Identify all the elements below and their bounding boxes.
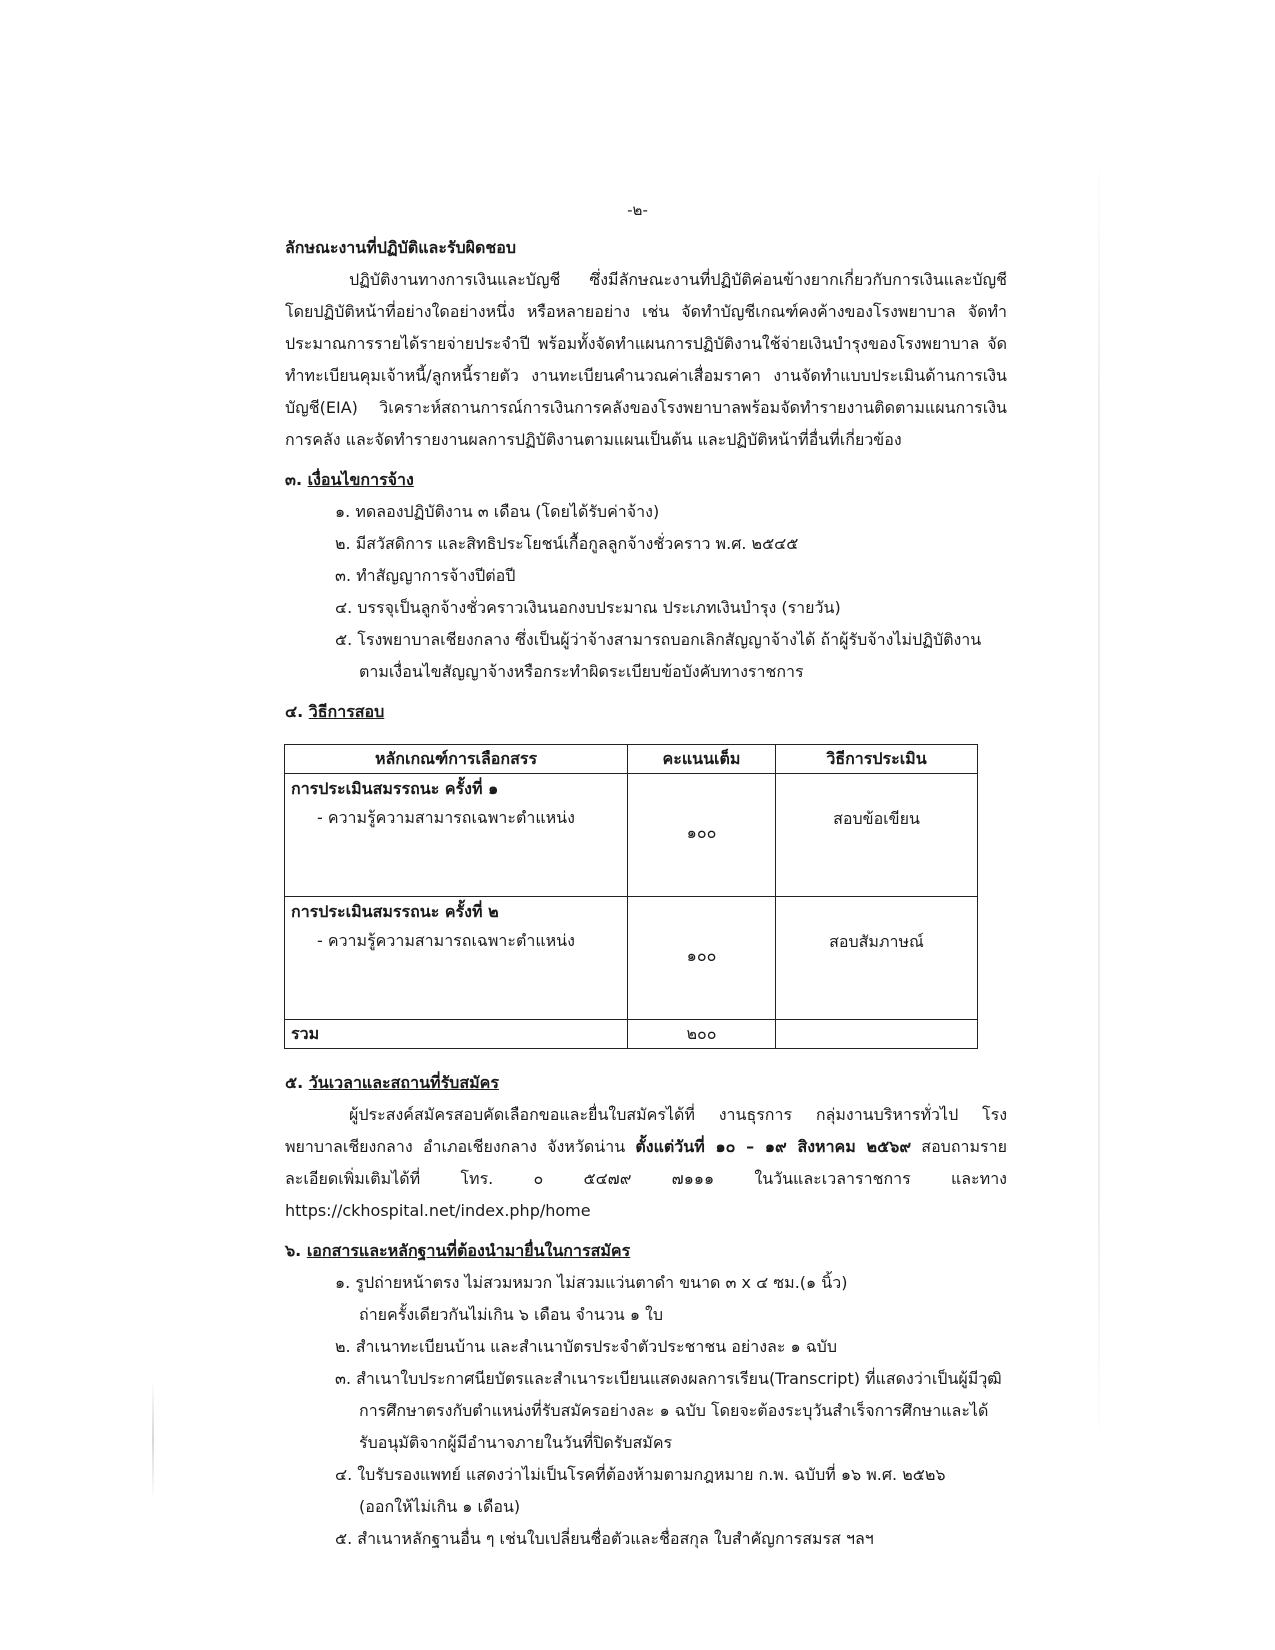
item-continuation: ตามเงื่อนไขสัญญาจ้างหรือกระทำผิดระเบียบข้อบังคับทางราชการ	[359, 662, 804, 681]
item-text: รูปถ่ายหน้าตรง ไม่สวมหมวก ไม่สวมแว่นตาดำ ขนาด ๓ x ๔ ซม.(๑ นิ้ว)	[355, 1273, 848, 1292]
item-continuation: ถ่ายครั้งเดียวกันไม่เกิน ๖ เดือน จำนวน ๑ ใบ	[359, 1305, 664, 1324]
table-row	[285, 897, 978, 1020]
application-text: ผู้ประสงค์สมัครสอบคัดเลือกขอและยื่นใบสมัครได้ที่ งานธุรการ กลุ่มงานบริหารทั่วไป โรงพยาบาลเชียงกลาง อำเภอเชียงกลาง จังหวัดน่าน	[285, 1105, 1007, 1156]
item-number: ๓.	[335, 1369, 352, 1388]
scan-edge-right	[1098, 150, 1100, 1450]
item-number: ๔.	[335, 598, 353, 617]
item-number: ๕.	[335, 1529, 353, 1548]
criteria-title: การประเมินสมรรถนะ ครั้งที่ ๑	[291, 779, 499, 798]
exam-criteria-table	[284, 744, 978, 1049]
exam-title: วิธีการสอบ	[308, 702, 385, 721]
list-item	[335, 560, 1007, 592]
application-section	[285, 1067, 1007, 1227]
documents-list	[285, 1267, 1007, 1555]
item-text: ทดลองปฏิบัติงาน ๓ เดือน (โดยได้รับค่าจ้าง)	[355, 502, 660, 521]
duties-body: ปฏิบัติงานทางการเงินและบัญชี ซึ่งมีลักษณะงานที่ปฏิบัติค่อนข้างยากเกี่ยวกับการเงินและบัญชี โดยปฏิบัติหน้าที่อย่างใดอย่างหนึ่ง หรือหลายอย่าง เช่น จัดทำบัญชีเกณฑ์คงค้างของโรงพยาบาล จัดทำประมาณการรายได้รายจ่ายประจำปี พร้อมทั้งจัดทำแผนการปฏิบัติงานใช้จ่ายเงินบำรุงของโรงพยาบาล จัดทำทะเบียนคุมเจ้าหนี้/ลูกหนี้รายตัว งานทะเบียนคำนวณค่าเสื่อมราคา งานจัดทำแบบประเมินด้านการเงินบัญชี(EIA) วิเคราะห์สถานการณ์การเงินการคลังของโรงพยาบาลพร้อมจัดทำรายงานติดตามแผนการเงินการคลัง และจัดทำรายงานผลการปฏิบัติงานตามแผนเป็นต้น และปฏิบัติหน้าที่อื่นที่เกี่ยวข้อง	[285, 270, 1007, 449]
conditions-title: เงื่อนไขการจ้าง	[307, 470, 414, 489]
application-heading	[285, 1067, 1007, 1099]
total-score: ๒๐๐	[628, 1020, 776, 1049]
list-item	[335, 624, 1007, 688]
criteria-cell	[285, 897, 628, 1020]
list-item	[335, 1363, 1007, 1459]
criteria-sub: - ความรู้ความสามารถเฉพาะตำแหน่ง	[317, 931, 575, 950]
score-cell: ๑๐๐	[628, 897, 776, 1020]
item-text: โรงพยาบาลเชียงกลาง ซึ่งเป็นผู้ว่าจ้างสามารถบอกเลิกสัญญาจ้างได้ ถ้าผู้รับจ้างไม่ปฏิบัติงาน	[357, 630, 982, 649]
item-text: มีสวัสดิการ และสิทธิประโยชน์เกื้อกูลลูกจ้างชั่วคราว พ.ศ. ๒๕๔๕	[355, 534, 799, 553]
list-item	[335, 1331, 1007, 1363]
score-cell: ๑๐๐	[628, 774, 776, 897]
conditions-section	[285, 464, 1007, 688]
item-number: ๑.	[335, 502, 351, 521]
documents-number: ๖.	[285, 1241, 302, 1260]
column-header-method: วิธีการประเมิน	[776, 745, 978, 774]
duties-heading: ลักษณะงานที่ปฏิบัติและรับผิดชอบ	[285, 238, 517, 257]
table-row	[285, 774, 978, 897]
list-item	[335, 1267, 1007, 1331]
conditions-number: ๓.	[285, 470, 303, 489]
list-item	[335, 1459, 1007, 1523]
item-text: ทำสัญญาการจ้างปีต่อปี	[356, 566, 516, 585]
total-label: รวม	[285, 1020, 628, 1049]
application-contact: สอบถามรายละเอียดเพิ่มเติมได้ที่ โทร. ๐ ๕๔๗๙ ๗๑๑๑ ในวันและเวลาราชการ และทาง https://ckhospital.net/index.php/home	[285, 1137, 1008, 1220]
item-text: สำเนาใบประกาศนียบัตรและสำเนาระเบียนแสดงผลการเรียน(Transcript) ที่แสดงว่าเป็นผู้มีวุฒิการศึกษาตรงกับตำแหน่งที่รับสมัครอย่างละ ๑ ฉบับ โดยจะต้องระบุวันสำเร็จการศึกษาและได้รับอนุมัติจากผู้มีอำนาจภายในวันที่ปิดรับสมัคร	[356, 1369, 1002, 1452]
criteria-cell	[285, 774, 628, 897]
method-cell: สอบสัมภาษณ์	[776, 897, 978, 1020]
exam-heading	[285, 696, 1007, 728]
list-item	[335, 1523, 1007, 1555]
item-number: ๓.	[335, 566, 352, 585]
method-cell: สอบข้อเขียน	[776, 774, 978, 897]
exam-number: ๔.	[285, 702, 304, 721]
item-number: ๒.	[335, 534, 351, 553]
list-item	[335, 496, 1007, 528]
item-number: ๕.	[335, 630, 353, 649]
conditions-list	[285, 496, 1007, 688]
item-text: ใบรับรองแพทย์ แสดงว่าไม่เป็นโรคที่ต้องห้ามตามกฎหมาย ก.พ. ฉบับที่ ๑๖ พ.ศ. ๒๕๒๖	[357, 1465, 946, 1484]
documents-heading	[285, 1235, 1007, 1267]
item-number: ๑.	[335, 1273, 351, 1292]
column-header-criteria: หลักเกณฑ์การเลือกสรร	[285, 745, 628, 774]
application-date: ตั้งแต่วันที่ ๑๐ – ๑๙ สิงหาคม ๒๕๖๙	[635, 1137, 912, 1156]
item-text: สำเนาหลักฐานอื่น ๆ เช่นใบเปลี่ยนชื่อตัวและชื่อสกุล ใบสำคัญการสมรส ฯลฯ	[357, 1529, 874, 1548]
documents-title: เอกสารและหลักฐานที่ต้องนำมายื่นในการสมัคร	[306, 1241, 631, 1260]
exam-section	[285, 696, 1007, 1049]
page-number: -๒-	[627, 201, 648, 219]
application-title: วันเวลาและสถานที่รับสมัคร	[308, 1073, 499, 1092]
documents-section	[285, 1235, 1007, 1555]
table-header-row	[285, 745, 978, 774]
total-method	[776, 1020, 978, 1049]
document-body	[285, 232, 1007, 1555]
table-total-row	[285, 1020, 978, 1049]
criteria-sub: - ความรู้ความสามารถเฉพาะตำแหน่ง	[317, 808, 575, 827]
application-body	[285, 1099, 1007, 1227]
item-number: ๒.	[335, 1337, 351, 1356]
item-continuation: (ออกให้ไม่เกิน ๑ เดือน)	[359, 1497, 521, 1516]
scan-edge-left	[152, 1380, 154, 1500]
application-number: ๕.	[285, 1073, 304, 1092]
item-number: ๔.	[335, 1465, 353, 1484]
item-text: บรรจุเป็นลูกจ้างชั่วคราวเงินนอกงบประมาณ ประเภทเงินบำรุง (รายวัน)	[357, 598, 841, 617]
item-text: สำเนาทะเบียนบ้าน และสำเนาบัตรประจำตัวประชาชน อย่างละ ๑ ฉบับ	[355, 1337, 837, 1356]
list-item	[335, 528, 1007, 560]
list-item	[335, 592, 1007, 624]
column-header-score: คะแนนเต็ม	[628, 745, 776, 774]
criteria-title: การประเมินสมรรถนะ ครั้งที่ ๒	[291, 902, 499, 921]
conditions-heading	[285, 464, 1007, 496]
